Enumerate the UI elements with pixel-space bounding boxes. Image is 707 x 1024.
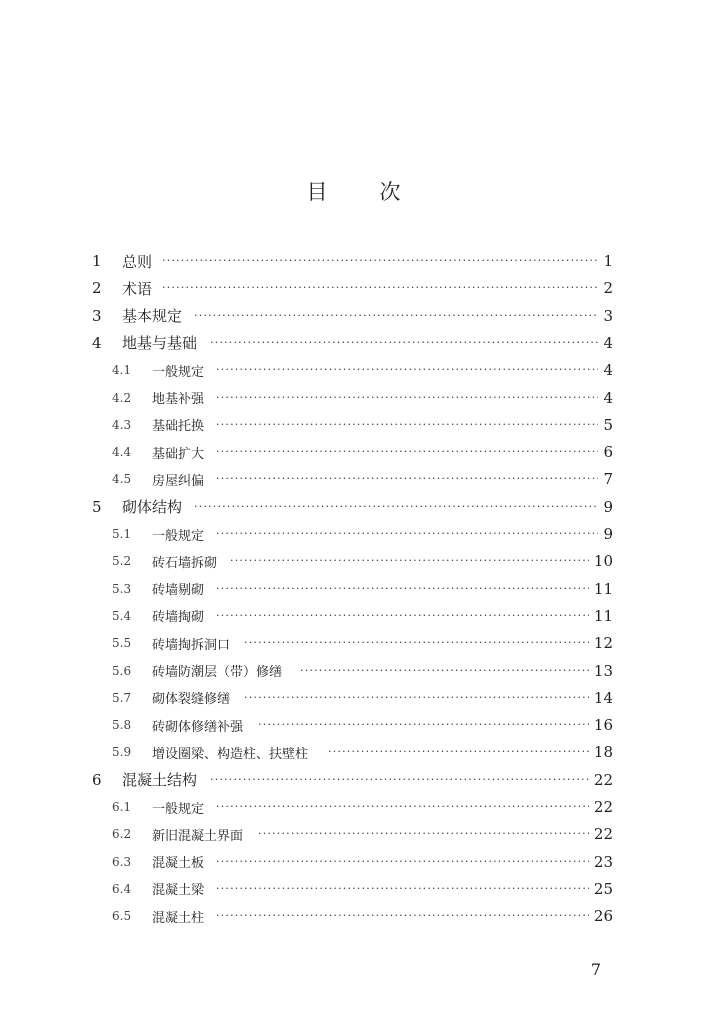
toc-entry-leader (210, 769, 589, 791)
page-title-char-2: 次 (379, 180, 401, 204)
toc-entry-leader (162, 250, 598, 272)
toc-entry-title: 基本规定 (122, 307, 183, 326)
toc-entry-number: 4 (92, 333, 102, 352)
toc-entry-title: 砖砌体修缮补强 (152, 719, 244, 735)
page-number: 7 (590, 960, 601, 979)
toc-entry-leader (216, 578, 589, 600)
toc-entry-number: 5.4 (112, 608, 132, 623)
toc-entry-number: 5.6 (112, 663, 132, 678)
toc-entry-title: 术语 (122, 279, 153, 298)
toc-entry-number: 5.5 (112, 636, 132, 651)
toc-entry[interactable] (0, 550, 707, 572)
toc-entry-number: 6.1 (112, 800, 132, 814)
toc-entry-number: 5.2 (112, 554, 132, 569)
toc-entry[interactable] (0, 632, 707, 654)
toc-entry[interactable] (0, 468, 707, 490)
toc-entry[interactable] (0, 905, 707, 927)
toc-entry-title: 砖墙防潮层（带）修缮 (152, 665, 283, 680)
toc-entry-leader (216, 878, 589, 900)
toc-entry-page: 18 (593, 743, 613, 762)
toc-entry[interactable] (0, 769, 707, 791)
toc-entry-title: 增设圈梁、构造柱、扶壁柱 (152, 746, 309, 762)
toc-entry-number: 4.3 (112, 417, 132, 432)
toc-entry-title: 砖墙剔砌 (152, 583, 205, 599)
toc-entry-page: 25 (593, 879, 613, 898)
toc-entry-page: 23 (593, 852, 613, 871)
toc-entry-number: 5.8 (112, 718, 132, 733)
toc-entry[interactable] (0, 687, 707, 709)
toc-entry[interactable] (0, 359, 707, 381)
toc-entry-title: 砌体结构 (122, 498, 183, 517)
toc-entry-page: 6 (603, 443, 613, 462)
toc-entry[interactable] (0, 796, 707, 818)
toc-entry-title: 一般规定 (152, 801, 205, 817)
toc-entry-page: 4 (603, 333, 613, 352)
toc-entry-leader (258, 714, 589, 736)
toc-entry-title: 混凝土板 (152, 856, 205, 872)
toc-entry-page: 2 (603, 279, 613, 298)
toc-entry[interactable] (0, 441, 707, 463)
toc-entry-title: 基础扩大 (152, 446, 205, 462)
toc-entry-number: 5.9 (112, 745, 132, 760)
toc-entry-page: 13 (593, 661, 613, 680)
toc-entry[interactable] (0, 250, 707, 272)
toc-entry-page: 22 (593, 825, 613, 844)
toc-entry[interactable] (0, 605, 707, 627)
toc-entry-leader (216, 523, 598, 545)
toc-entry[interactable] (0, 387, 707, 409)
toc-entry-leader (216, 851, 589, 873)
toc-entry-number: 4.5 (112, 472, 132, 487)
toc-entry-page: 22 (593, 770, 613, 789)
toc-entry-page: 9 (603, 525, 613, 543)
toc-entry-title: 新旧混凝土界面 (152, 828, 244, 844)
toc-entry[interactable] (0, 414, 707, 436)
toc-entry-title: 砌体裂缝修缮 (152, 692, 231, 708)
toc-entry-number: 2 (92, 279, 102, 298)
toc-entry[interactable] (0, 305, 707, 327)
toc-entry-leader (162, 277, 598, 299)
toc-entry-leader (216, 387, 598, 409)
toc-entry-page: 9 (603, 497, 613, 516)
toc-entry-leader (210, 332, 598, 354)
toc-entry-number: 6 (92, 770, 102, 789)
toc-entry[interactable] (0, 496, 707, 518)
toc-entry-number: 4.2 (112, 390, 132, 405)
toc-entry-number: 4.1 (112, 363, 132, 378)
toc-entry-page: 7 (603, 470, 613, 489)
toc-entry-page: 11 (593, 606, 613, 625)
toc-entry[interactable] (0, 714, 707, 736)
toc-entry-title: 基础托换 (152, 419, 205, 435)
toc-entry-leader (216, 468, 598, 490)
toc-entry[interactable] (0, 277, 707, 299)
toc-entry-page: 14 (593, 688, 613, 707)
toc-entry[interactable] (0, 851, 707, 873)
toc-entry-number: 3 (92, 306, 102, 325)
page-title-char-1: 目 (306, 180, 328, 204)
toc-entry-title: 砖墙掏砌 (152, 610, 205, 626)
toc-entry-number: 1 (92, 252, 102, 270)
toc-entry-number: 5.1 (112, 527, 132, 541)
toc-entry-page: 22 (593, 798, 613, 816)
toc-entry[interactable] (0, 878, 707, 900)
toc-entry-number: 5 (92, 497, 102, 516)
toc-entry[interactable] (0, 578, 707, 600)
toc-entry[interactable] (0, 523, 707, 545)
toc-entry-title: 地基补强 (152, 392, 205, 407)
toc-entry-number: 6.4 (112, 881, 132, 896)
toc-entry-number: 6.3 (112, 854, 132, 869)
toc-entry-leader (244, 632, 589, 654)
toc-entry-page: 26 (593, 907, 613, 926)
toc-entry-page: 11 (593, 579, 613, 598)
toc-entry[interactable] (0, 660, 707, 682)
toc-entry-leader (244, 687, 589, 709)
toc-entry-title: 混凝土柱 (152, 910, 205, 926)
toc-entry-title: 地基与基础 (122, 334, 198, 353)
toc-entry-page: 5 (603, 415, 613, 434)
toc-entry-page: 4 (603, 361, 613, 380)
toc-entry-leader (216, 905, 589, 927)
toc-entry-page: 12 (593, 634, 613, 653)
toc-entry[interactable] (0, 823, 707, 845)
toc-entry-title: 房屋纠偏 (152, 473, 205, 489)
toc-entry[interactable] (0, 332, 707, 354)
toc-entry-title: 混凝土梁 (152, 883, 205, 899)
toc-entry-title: 混凝土结构 (122, 771, 198, 790)
toc-entry-leader (300, 660, 589, 682)
toc-entry-page: 3 (603, 306, 613, 325)
toc-entry-title: 一般规定 (152, 364, 205, 380)
toc-entry-number: 5.7 (112, 690, 132, 705)
toc-entry-title: 总则 (122, 252, 153, 271)
toc-entry-page: 10 (593, 552, 613, 571)
toc-entry-leader (216, 359, 598, 381)
toc-entry-page: 4 (603, 388, 613, 407)
toc-entry-leader (216, 605, 589, 627)
page-title (0, 176, 707, 206)
toc-entry-leader (258, 823, 589, 845)
toc-entry-leader (230, 550, 589, 572)
toc-entry-leader (194, 496, 598, 518)
toc-entry-leader (216, 796, 589, 818)
toc-entry-number: 6.5 (112, 909, 132, 924)
toc-entry-number: 5.3 (112, 581, 132, 596)
toc-entry-number: 6.2 (112, 827, 132, 842)
toc-entry-number: 4.4 (112, 445, 132, 460)
toc-entry-leader (194, 305, 598, 327)
toc-entry-title: 砖石墙拆砌 (152, 555, 218, 571)
toc-entry-page: 1 (603, 252, 613, 270)
toc-entry-leader (216, 414, 598, 436)
toc-entry-title: 一般规定 (152, 528, 205, 544)
toc-entry-title: 砖墙掏拆洞口 (152, 637, 231, 653)
toc-entry[interactable] (0, 741, 707, 763)
toc-entry-page: 16 (593, 716, 613, 735)
toc-entry-leader (216, 441, 598, 463)
toc-entry-leader (328, 741, 589, 763)
